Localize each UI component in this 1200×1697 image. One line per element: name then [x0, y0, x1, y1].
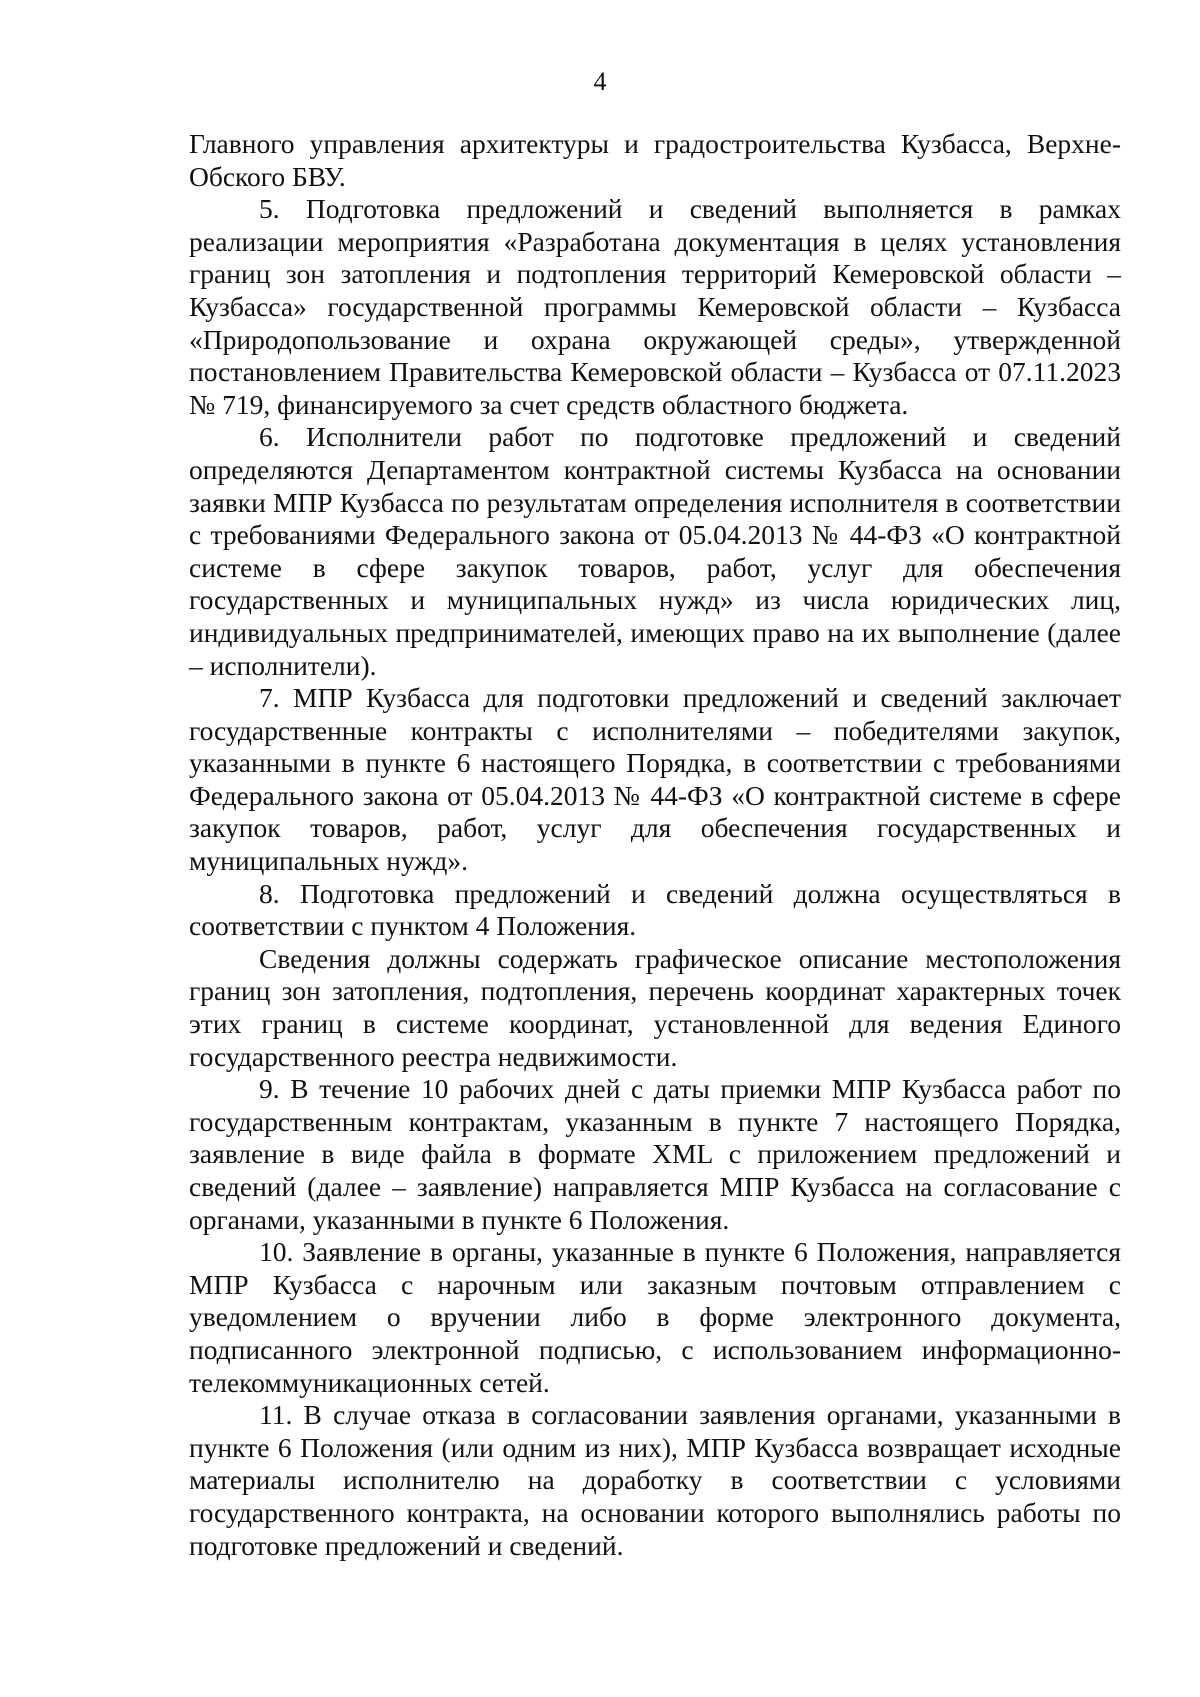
- document-body: [189, 128, 1121, 1562]
- paragraph-item-8-details: Сведения должны содержать графическое описание местоположения границ зон затопления, подтопления, перечень координат характерных точек этих границ в системе координат, установленной для ведения Единого государственного реестра недвижимости.: [189, 942, 1121, 1072]
- paragraph-item-5: 5. Подготовка предложений и сведений выполняется в рамках реализации мероприятия «Разработана документация в целях установления границ зон затопления и подтопления территорий Кемеровской области – Кузбасса» государственной программы Кемеровской области – Кузбасса «Природопользование и охрана окружающей среды», утвержденной постановлением Правительства Кемеровской области – Кузбасса от 07.11.2023 № 719, финансируемого за счет средств областного бюджета.: [189, 193, 1121, 420]
- paragraph-item-9: 9. В течение 10 рабочих дней с даты приемки МПР Кузбасса работ по государственным контрактам, указанным в пункте 7 настоящего Порядка, заявление в виде файла в формате XML с приложением предложений и сведений (далее – заявление) направляется МПР Кузбасса на согласование с органами, указанными в пункте 6 Положения.: [189, 1073, 1121, 1235]
- paragraph-item-11: 11. В случае отказа в согласовании заявления органами, указанными в пункте 6 Положения (или одним из них), МПР Кузбасса возвращает исходные материалы исполнителю на доработку в соответствии с условиями государственного контракта, на основании которого выполнялись работы по подготовке предложений и сведений.: [189, 1399, 1121, 1561]
- paragraph-continuation: Главного управления архитектуры и градостроительства Кузбасса, Верхне-Обского БВУ.: [189, 128, 1121, 192]
- paragraph-item-10: 10. Заявление в органы, указанные в пункте 6 Положения, направляется МПР Кузбасса с нарочным или заказным почтовым отправлением с уведомлением о вручении либо в форме электронного документа, подписанного электронной подписью, с использованием информационно-телекоммуникационных сетей.: [189, 1236, 1121, 1398]
- paragraph-item-7: 7. МПР Кузбасса для подготовки предложений и сведений заключает государственные контракты с исполнителями – победителями закупок, указанными в пункте 6 настоящего Порядка, в соответствии с требованиями Федерального закона от 05.04.2013 № 44-ФЗ «О контрактной системе в сфере закупок товаров, работ, услуг для обеспечения государственных и муниципальных нужд».: [189, 682, 1121, 877]
- paragraph-item-8: 8. Подготовка предложений и сведений должна осуществляться в соответствии с пунктом 4 Положения.: [189, 877, 1121, 942]
- paragraph-item-6: 6. Исполнители работ по подготовке предложений и сведений определяются Департаментом контрактной системы Кузбасса на основании заявки МПР Кузбасса по результатам определения исполнителя в соответствии с требованиями Федерального закона от 05.04.2013 № 44-ФЗ «О контрактной системе в сфере закупок товаров, работ, услуг для обеспечения государственных и муниципальных нужд» из числа юридических лиц, индивидуальных предпринимателей, имеющих право на их выполнение (далее – исполнители).: [189, 421, 1121, 681]
- page-number: 4: [593, 67, 607, 96]
